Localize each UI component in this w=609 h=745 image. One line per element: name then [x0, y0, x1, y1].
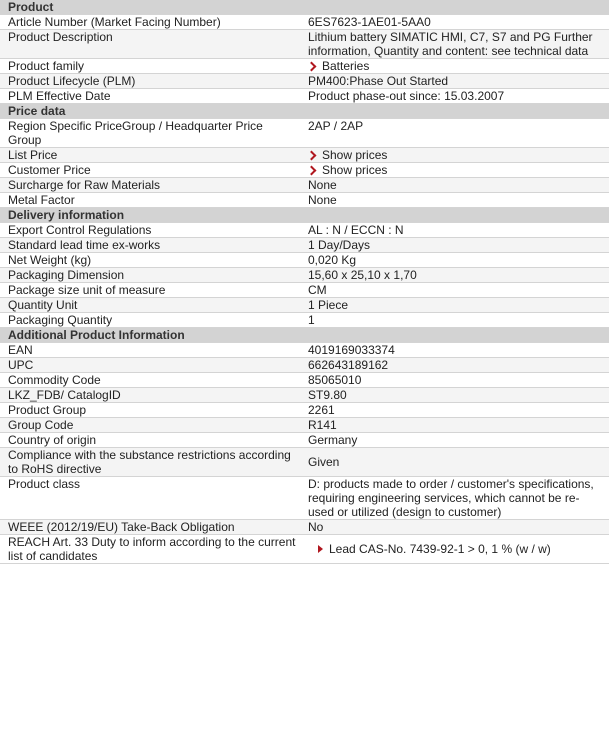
row-value-cell — [300, 477, 609, 520]
row-value: Show prices — [322, 163, 388, 177]
section-header — [0, 104, 609, 119]
table-row — [0, 448, 609, 477]
table-row — [0, 477, 609, 520]
row-value-cell — [300, 15, 609, 30]
table-row — [0, 148, 609, 163]
table-row — [0, 223, 609, 238]
row-value-cell — [300, 403, 609, 418]
row-value: Lead CAS-No. 7439-92-1 > 0, 1 % (w / w) — [329, 542, 551, 556]
section-title: Price data — [0, 104, 609, 119]
row-value-cell — [300, 520, 609, 535]
section-header — [0, 328, 609, 343]
row-label: Net Weight (kg) — [0, 253, 300, 268]
table-row — [0, 373, 609, 388]
row-value-cell — [300, 193, 609, 208]
table-row — [0, 268, 609, 283]
section-title: Delivery information — [0, 208, 609, 223]
row-value: Given — [308, 455, 340, 469]
row-label: Surcharge for Raw Materials — [0, 178, 300, 193]
row-value-link[interactable] — [300, 163, 609, 178]
row-value: Germany — [308, 433, 358, 447]
table-row — [0, 313, 609, 328]
table-row — [0, 238, 609, 253]
row-value-link[interactable] — [300, 59, 609, 74]
row-value: D: products made to order / customer's specifications, requiring engineering services, which cannot be re-used or utilized (design to customer) — [308, 477, 594, 519]
table-row — [0, 433, 609, 448]
row-label: PLM Effective Date — [0, 89, 300, 104]
row-label: Product class — [0, 477, 300, 520]
chevron-right-icon — [307, 150, 317, 160]
row-value-cell — [300, 358, 609, 373]
row-label: Region Specific PriceGroup / Headquarter Price Group — [0, 119, 300, 148]
row-label: WEEE (2012/19/EU) Take-Back Obligation — [0, 520, 300, 535]
row-value: Lithium battery SIMATIC HMI, C7, S7 and PG Further information, Quantity and content: see technical data — [308, 30, 593, 58]
row-value: 15,60 x 25,10 x 1,70 — [308, 268, 417, 282]
row-value: None — [308, 178, 337, 192]
row-label: Quantity Unit — [0, 298, 300, 313]
row-value: Batteries — [322, 59, 370, 73]
table-row — [0, 388, 609, 403]
row-value-cell — [300, 448, 609, 477]
row-label: Product family — [0, 59, 300, 74]
row-value: 2261 — [308, 403, 335, 417]
row-value-cell — [300, 119, 609, 148]
row-value: 85065010 — [308, 373, 362, 387]
chevron-right-icon — [307, 165, 317, 175]
table-row — [0, 343, 609, 358]
row-value: 1 — [308, 313, 315, 327]
row-label: Commodity Code — [0, 373, 300, 388]
row-value-cell — [300, 268, 609, 283]
table-row — [0, 59, 609, 74]
row-label: UPC — [0, 358, 300, 373]
row-value-link[interactable] — [300, 535, 609, 564]
row-value-cell — [300, 30, 609, 59]
row-value: 662643189162 — [308, 358, 389, 372]
row-value: AL : N / ECCN : N — [308, 223, 404, 237]
table-row — [0, 298, 609, 313]
table-row — [0, 89, 609, 104]
table-row — [0, 403, 609, 418]
row-value: 1 Piece — [308, 298, 349, 312]
row-value-link[interactable] — [300, 148, 609, 163]
row-value: 6ES7623-1AE01-5AA0 — [308, 15, 431, 29]
section-header — [0, 0, 609, 15]
row-label: Packaging Quantity — [0, 313, 300, 328]
section-header — [0, 208, 609, 223]
row-value-cell — [300, 89, 609, 104]
row-label: Product Lifecycle (PLM) — [0, 74, 300, 89]
table-row — [0, 74, 609, 89]
row-label: Product Description — [0, 30, 300, 59]
row-label: EAN — [0, 343, 300, 358]
table-row — [0, 119, 609, 148]
row-label: Package size unit of measure — [0, 283, 300, 298]
row-value-cell — [300, 313, 609, 328]
row-value: No — [308, 520, 324, 534]
row-value-cell — [300, 373, 609, 388]
table-row — [0, 163, 609, 178]
row-value-cell — [300, 74, 609, 89]
row-value: PM400:Phase Out Started — [308, 74, 449, 88]
table-row — [0, 30, 609, 59]
row-label: Country of origin — [0, 433, 300, 448]
row-value-cell — [300, 238, 609, 253]
row-value: R141 — [308, 418, 337, 432]
row-label: LKZ_FDB/ CatalogID — [0, 388, 300, 403]
row-value-cell — [300, 253, 609, 268]
row-value-cell — [300, 388, 609, 403]
table-row — [0, 535, 609, 564]
row-value-cell — [300, 298, 609, 313]
row-value: 4019169033374 — [308, 343, 395, 357]
row-label: Article Number (Market Facing Number) — [0, 15, 300, 30]
row-label: Customer Price — [0, 163, 300, 178]
table-row — [0, 283, 609, 298]
table-row — [0, 418, 609, 433]
table-row — [0, 253, 609, 268]
row-value: Product phase-out since: 15.03.2007 — [308, 89, 505, 103]
row-label: Standard lead time ex-works — [0, 238, 300, 253]
table-row — [0, 193, 609, 208]
row-value-cell — [300, 283, 609, 298]
row-value: 2AP / 2AP — [308, 119, 364, 133]
row-value: CM — [308, 283, 327, 297]
row-label: Metal Factor — [0, 193, 300, 208]
row-label: Packaging Dimension — [0, 268, 300, 283]
triangle-right-icon — [318, 545, 323, 553]
table-row — [0, 358, 609, 373]
row-value: 1 Day/Days — [308, 238, 371, 252]
row-label: Group Code — [0, 418, 300, 433]
section-title: Product — [0, 0, 609, 15]
row-value-cell — [300, 178, 609, 193]
chevron-right-icon — [307, 61, 317, 71]
row-label: Export Control Regulations — [0, 223, 300, 238]
row-value: Show prices — [322, 148, 388, 162]
row-label: List Price — [0, 148, 300, 163]
row-label: REACH Art. 33 Duty to inform according to the current list of candidates — [0, 535, 300, 564]
row-value: ST9.80 — [308, 388, 347, 402]
row-value-cell — [300, 418, 609, 433]
row-value: None — [308, 193, 337, 207]
row-label: Compliance with the substance restrictions according to RoHS directive — [0, 448, 300, 477]
row-value-cell — [300, 433, 609, 448]
table-row — [0, 520, 609, 535]
row-value-cell — [300, 223, 609, 238]
section-title: Additional Product Information — [0, 328, 609, 343]
row-label: Product Group — [0, 403, 300, 418]
table-row — [0, 178, 609, 193]
table-row — [0, 15, 609, 30]
row-value: 0,020 Kg — [308, 253, 357, 267]
row-value-cell — [300, 343, 609, 358]
